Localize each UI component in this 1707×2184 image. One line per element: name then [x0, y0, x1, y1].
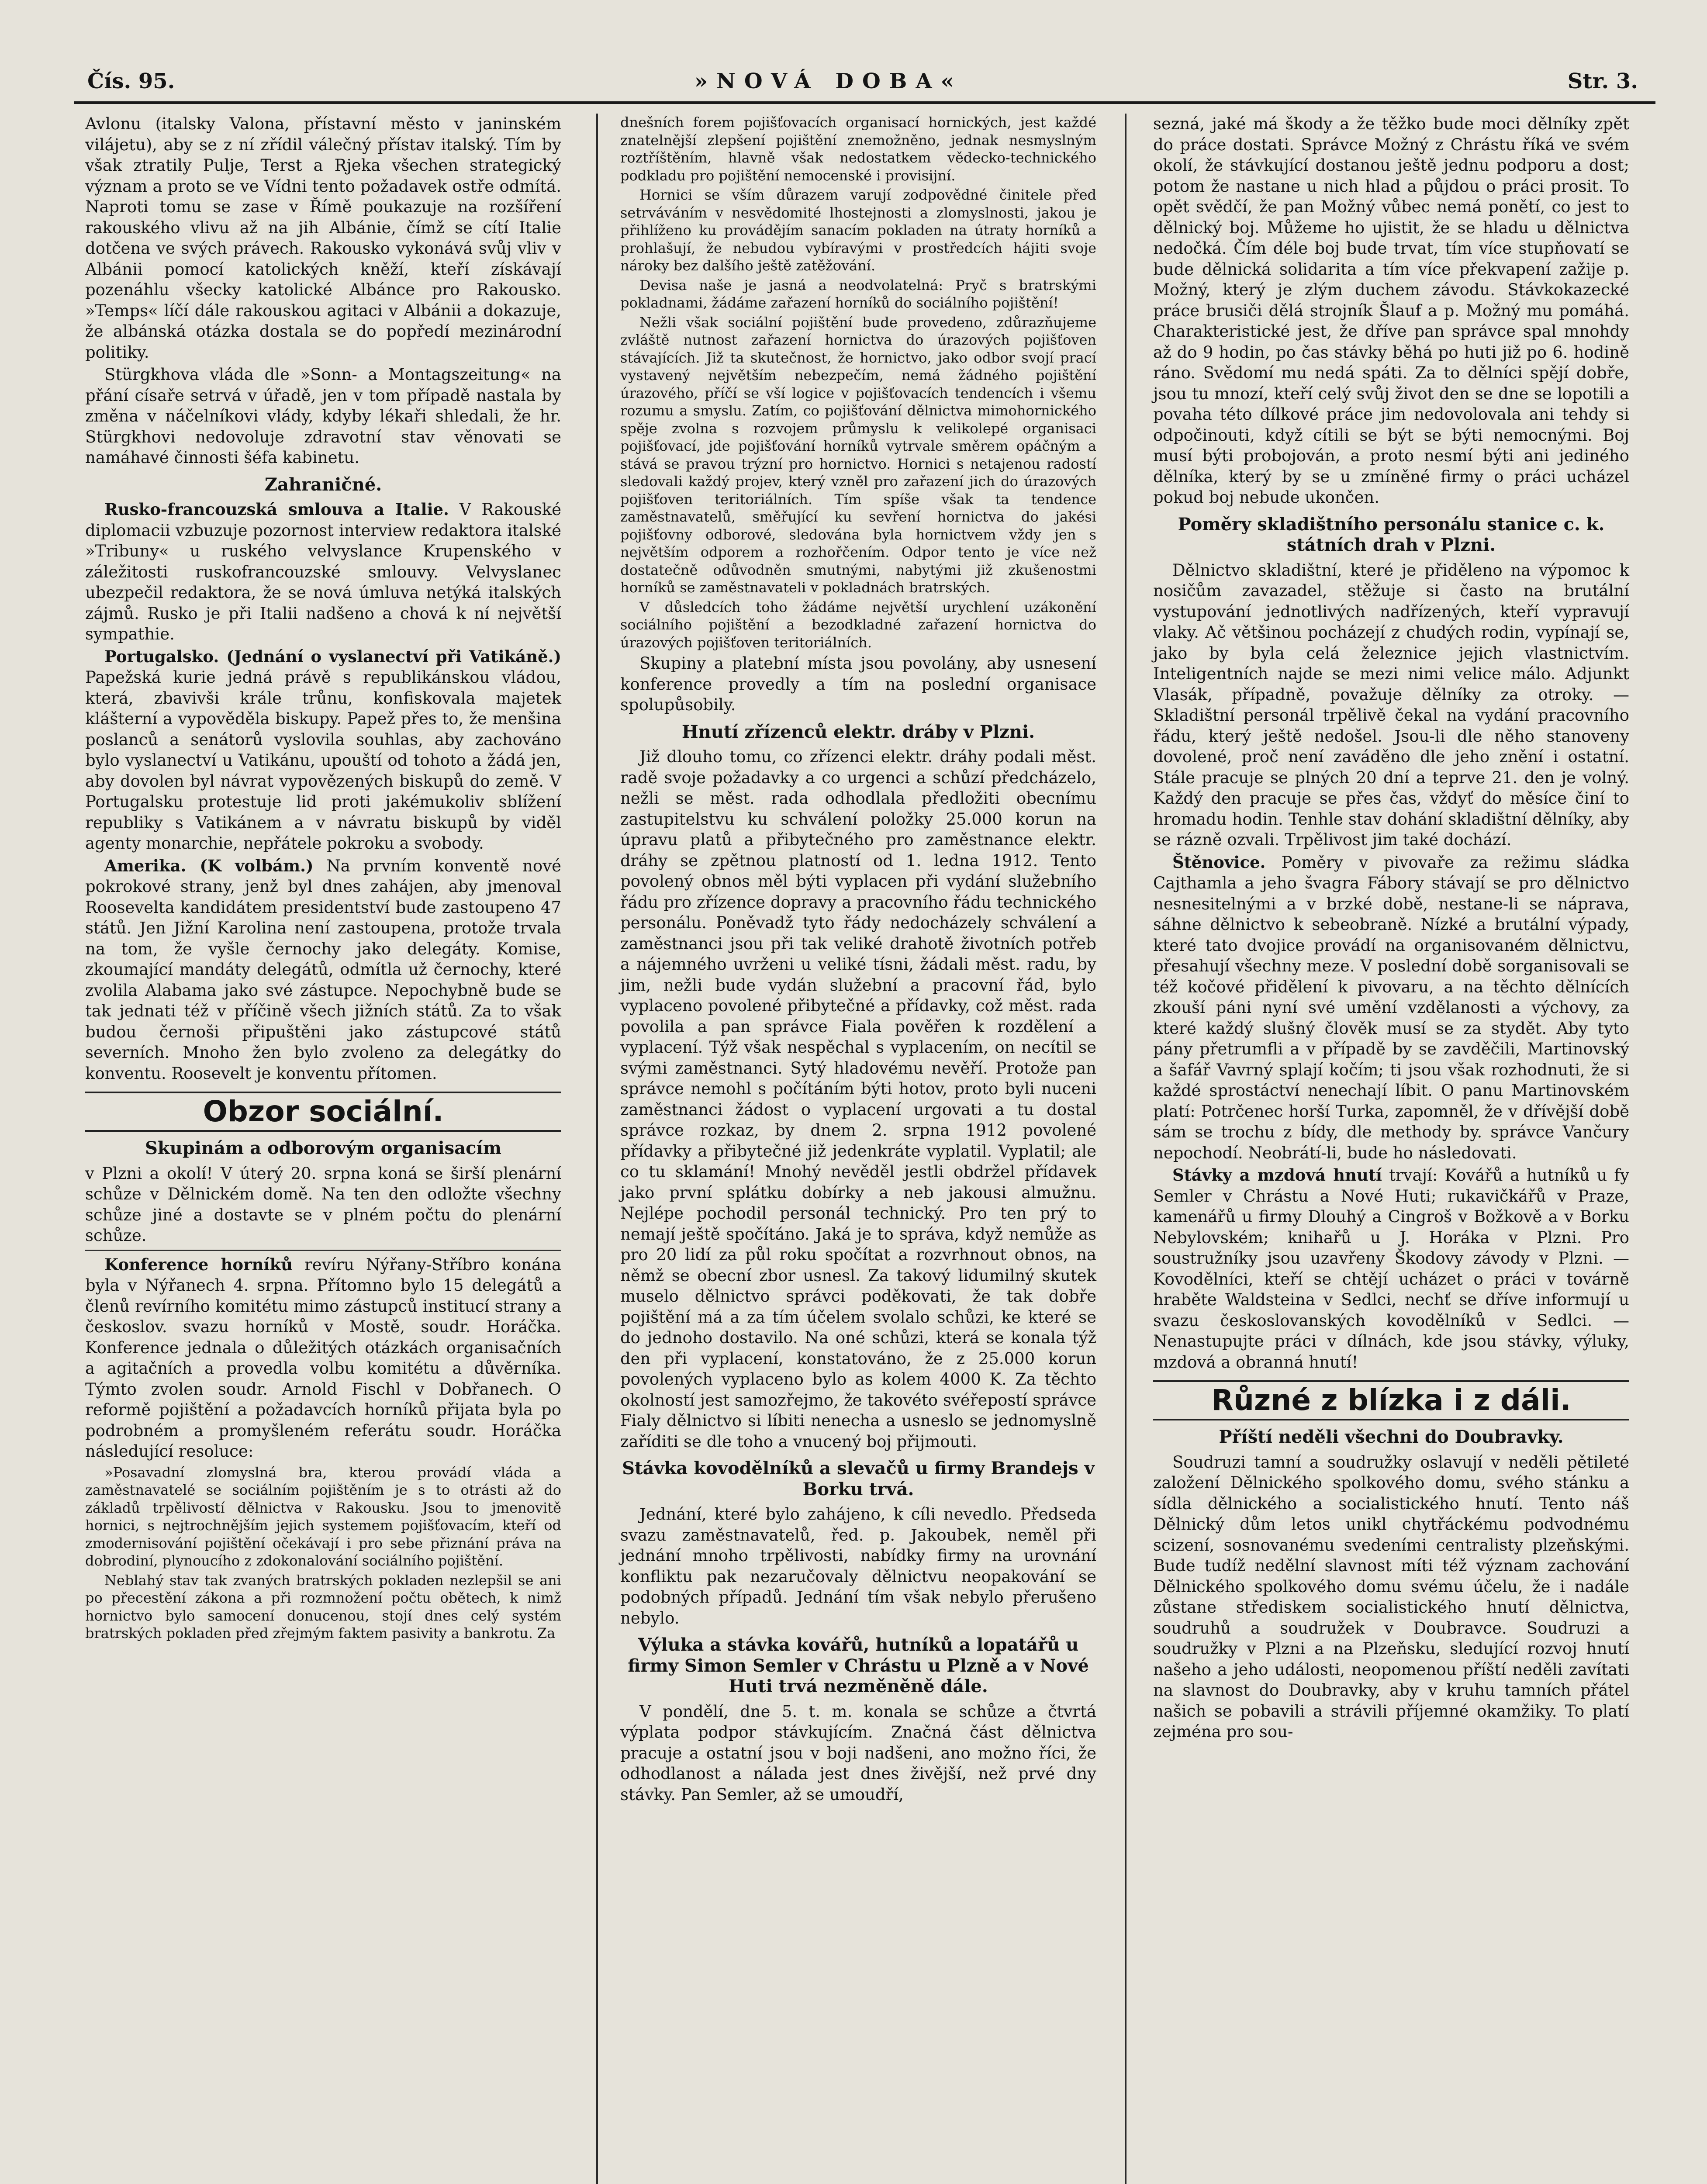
article-heading-lockout: Výluka a stávka kovářů, hutníků a lopatářů u firmy Simon Semler v Chrástu u Plzně a v Nové Huti trvá nezměněně dále. — [628, 1635, 1089, 1697]
article-paragraph — [85, 856, 561, 1084]
resolution-paragraph: Devisa naše je jasná a neodvolatelná: Pryč s bratrskými pokladnami, žádáme zařazení horníků do sociálního pojištění! — [620, 276, 1096, 311]
resolution-paragraph: V důsledcích toho žádáme největší urychlení uzákonění sociálního pojištění a bezodkladné zařazení hornictva do úrazových pojišťoven teritoriálních. — [620, 598, 1096, 651]
article-paragraph: Avlonu (italsky Valona, přístavní město v janinském vilájetu), aby se z ní zřídil válečný přístav italský. Tím by však ztratily Pulje, Terst a Rjeka všechen strategický význam a proto se ve Vídni tento požadavek ostře odmítá. Naproti tomu se zase v Římě poukazuje na rozšíření rakouského vlivu až na jih Albánie, čímž se cítí Italie dotčena ve svých právech. Rakousko vykonává svůj vliv v Albánii pomocí katolických kněží, kteří získávají pozenáhlu všecky katolické Albánce pro Rakousko. »Temps« líčí dále rakouskou agitaci v Albánii a dokazuje, že albánská otázka dostala se do popředí mezinárodní politiky. — [85, 114, 561, 362]
resolution-paragraph: »Posavadní zlomyslná bra, kterou provádí vláda a zaměstnavatelé se sociálním pojištěním je s to otrásti až do základů trpělivostí dělnictva v Rakousku. Jsou to jmenovitě hornici, s nejtrochnějším jejich systemem pojišťovacím, kteří od zmodernisování pojištění očekávají i pro sebe přiznání práva na dobrodiní, plynoucího z zdokonalování sociálního pojištění. — [85, 1464, 561, 1569]
column-rule — [596, 114, 598, 2184]
paragraph-text: Na prvním konventě nové pokrokové strany, jenž byl dnes zahájen, aby jmenoval Roosevelta kandidátem presidentství bude zastoupeno 47 států. Jen Jižní Karolina není zastoupena, protože trvala na tom, že vyšle černochy jako delegáty. Komise, zkoumající mandáty delegátů, odmítla už černochy, které zvolila Alabama jako své zástupce. Nepochybně bude se tak jednati též v příčině všech jižních států. Za to však budou černoši připuštěni jako zástupcové států severních. Mnoho žen bylo zvoleno za delegátky do konventu. Roosevelt je konventu přítomen. — [85, 856, 561, 1083]
section-heading-various: Různé z blízka i z dáli. — [1153, 1380, 1629, 1420]
article-heading: Rusko-francouzská smlouva a Italie. — [104, 500, 449, 519]
article-heading-tram: Hnutí zřízenců elektr. dráby v Plzni. — [681, 721, 1035, 742]
article-paragraph — [85, 499, 561, 645]
resolution-paragraph: Neblahý stav tak zvaných bratrských pokladen nezlepšil se ani po přecestění zákona a při rozmnožení počtu obětech, k nimž hornictvo bylo samocení donucenou, stojí dnes celý systém bratrských pokladen před zřejmým faktem pasivity a bankrotu. Za — [85, 1572, 561, 1641]
paragraph-text: trvají: Kovářů a hutníků u fy Semler v Chrástu a Nové Huti; rukavičkářů v Praze, kamenářů u firmy Dlouhý a Cingroš v Božkově a v Borku Nebylovském; knihařů u J. Horáka v Plzni. Pro soustružníky jsou uzavřeny Škodovy závody v Plzni. — Kovodělníci, kteří se chtějí ucházet o práci v továrně hraběte Waldsteina v Sedlci, nechť se dříve informují u svazu českoslovanských kovodělníků v Sedlci. — Nenastupujte práci v dílnách, kde jsou stávky, výluky, mzdová a obranná hnutí! — [1153, 1166, 1629, 1372]
section-heading-abroad: Zahraničné. — [264, 474, 382, 495]
article-paragraph: Skupiny a platební místa jsou povolány, aby usnesení konference provedly a tím na poslední organisace spolupůsobily. — [620, 654, 1096, 714]
issue-number: Čís. 95. — [87, 69, 175, 93]
header-rule — [74, 101, 1655, 104]
page-number: Str. 3. — [1567, 69, 1638, 93]
article-paragraph: V pondělí, dne 5. t. m. konala se schůze a čtvrtá výplata podpor stávkujícím. Značná část dělnictva pracuje a ostatní jsou v boji nadšeni, ano možno říci, že odhodlanost a nálada jest dnes živější, než prvé dny stávky. Pan Semler, až se umoudří, — [620, 1702, 1096, 1804]
notice-paragraph: v Plzni a okolí! V úterý 20. srpna koná se širší plenární schůze v Dělnickém domě. Na ten den odložte všechny schůze jiné a dostavte se v plném počtu do plenární schůze. — [85, 1164, 561, 1245]
article-paragraph: Soudruzi tamní a soudružky oslavují v neděli pětileté založení Dělnického spolkového domu, svého stánku a sídla dělnického a socialistického hnutí. Tento náš Dělnický dům letos unikl chytřáckému podvodnému scizení, sosnovanému svedeními centralisty plzeňskými. Bude tudíž nedělní slavnost míti též význam zachování Dělnického spolkového domu svému účelu, že i nadále zůstane střediskem socialistického hnutí dělnictva, soudruhů a soudružek v Doubravce. Soudruzi a soudružky v Plzni a na Plzeňsku, sledující rozvoj hnutí našeho a jeho události, neopomenou příští neděli zavítati na slavnost do Doubravky, aby v kruhu tamních přátel našich se pobavili a strávili příjemné okamžiky. To platí zejména pro sou- — [1153, 1452, 1629, 1741]
article-heading: Štěnovice. — [1172, 852, 1266, 872]
article-paragraph — [85, 1254, 561, 1462]
column-1 — [85, 114, 561, 1644]
resolution-paragraph: Nežli však sociální pojištění bude provedeno, zdůrazňujeme zvláště nutnost zařazení hornictva do úrazových pojišťoven stávajících. Již ta skutečnost, že hornictvo, jako odbor svojí prací vystavený největším nebezpečím, nemá žádného pojištění úrazového, příčí se vší logice v pojišťovacích tendencích i všemu rozumu a smyslu. Zatím, co pojišťování dělnictva mimohornického spěje zvolna s rozvojem průmyslu k velikolepé organisaci pojišťovací, jde pojišťování horníků vytrvale směrem opáčným a stává se pravou trýzní pro hornictvo. Hornici s netajenou radostí sledovali každý projev, který vzněl pro zařazení jich do úrazových pojišťoven teritoriálních. Tím spíše však ta tendence zaměstnavatelů, směřující ku sevření hornictva do jakési pojišťovny odborové, sledována byla hornictvem vždy jen s největším odporem a rozhořčením. Odpor tento je více než dostatečně odůvodněn smutnými, nabytými již zkušenostmi horníků se zaměstnavateli v pokladnách bratrských. — [620, 314, 1096, 596]
separator — [85, 1250, 561, 1251]
article-heading: Portugalsko. (Jednání o vyslanectví při Vatikáně.) — [104, 646, 561, 666]
article-paragraph: Již dlouho tomu, co zřízenci elektr. dráhy podali měst. radě svoje požadavky a co urgenci a schůzí předcházelo, nežli se měst. rada odhodlala předložiti obecnímu zastupitelstvu ku schválení položky 25.000 korun na úpravu platů a přibytečného pro zaměstnance elektr. dráhy se zpětnou platností od 1. ledna 1912. Tento povolený obnos měl býti vyplacen při vydání služebního řádu pro zřízence dopravy a pracovního řádu technického personálu. Poněvadž tyto řády nedocházely schválení a zaměstnanci jsou při tak veliké drahotě životních potřeb a nájemného uvrženi u veliké tísni, žádali měst. radu, by jim, nežli bude vydán služební a pracovní řád, bylo vyplaceno povolené přibytečné a přídavky, což měst. rada povolila a pan správce Fiala pověřen k rozdělení a vyplacení. Týž však nespěchal s vyplacením, on necítil se svými zaměstnanci. Sytý hladovému nevěří. Protože pan správce nemohl s počítáním býti hotov, proto byli nuceni zaměstnanci žádost o vyplacení urgovati a tu dostal správce rozkaz, by dnem 2. srpna 1912 povolené přídavky a přibytečné již jedenkráte vyplatil. Vyplatil; ale co tu sklamání! Mnohý nevěděl jestli obdržel přídavek jako první splátku dobírky a neb jakousi almužnu. Nejlépe pochodil personál technický. Pro ten prý to nemají ještě spočítáno. Jaká je to správa, když nemůže as pro 20 lidí za půl roku spočítat a rozvrhnout obnos, na němž se obecní zbor usnesl. Za takový lidumilný skutek muselo dělnictvo správci poděkovati, že tak dobře pojištění má a za tím účelem svolalo schůzi, ke které se do jednoho dostavilo. Na oné schůzi, která se konala týž den při vyplacení, konstatováno, že z 25.000 korun povolených vyplaceno bylo as kolem 4000 K. Za těchto okolností jest samozřejmo, že takovéto svéřepostí správce Fialy dělnictvo si líbiti nenecha a usneslo se jednomyslně zaříditi se dle toho a vnucený boj přijmouti. — [620, 747, 1096, 1451]
page-header — [74, 66, 1655, 105]
article-heading-staff: Poměry skladištního personálu stanice c. k. státních drah v Plzni. — [1178, 514, 1605, 555]
column-2 — [620, 114, 1096, 1807]
newspaper-title: »NOVÁ DOBA« — [695, 69, 963, 93]
newspaper-page — [74, 66, 1655, 2184]
article-heading: Amerika. (K volbám.) — [104, 856, 314, 875]
article-paragraph: Dělnictvo skladištní, které je přiděleno na výpomoc k nosičům zavazadel, stěžuje si často na brutální vystupování jednotlivých nadřízených, kteří vypravují vlaky. Ač většinou pocházejí z chudých rodin, vypínají se, jako by byla celá železnice jejich vlastnictvím. Inteligentních najde se mezi nimi velice málo. Adjunkt Vlasák, případně, považuje dělníky za otroky. — Skladištní personál trpělivě čekal na vydání pracovního řádu, který ještě nedošel. Jsou-li dle něho stanoveny dovolené, proč není zaváděno dle jeho znění i ostatní. Stále pracuje se plných 20 dní a teprve 21. den je volný. Každý den pracuje se přes čas, vždyť do měsíce činí to hromadu hodin. Tenhle stav dohání skladištní dělníky, aby se rázně ozvali. Trpělivost jim také dochází. — [1153, 560, 1629, 849]
section-heading-social: Obzor sociální. — [85, 1092, 561, 1132]
article-paragraph: Jednání, které bylo zahájeno, k cíli nevedlo. Předseda svazu zaměstnavatelů, řed. p. Jakoubek, neměl při jednání mnoho trpělivosti, nabídky firmy na urovnání konfliktu pak nezaručovaly dělnictvu neopakování se podobných případů. Jednání tím však nebylo přerušeno nebylo. — [620, 1505, 1096, 1628]
article-paragraph — [1153, 1165, 1629, 1372]
article-paragraph — [1153, 852, 1629, 1164]
column-3 — [1153, 114, 1629, 1744]
paragraph-text: Papežská kurie jedná právě s republikánskou vládou, která, zbavivši krále trůnu, konfiskovala majetek klášterní a vypověděla biskupy. Papež přes to, že menšina poslanců a senátorů vyslovila souhlas, aby zachováno bylo vyslanectví u Vatikánu, upouští od tohoto a žádá jen, aby dovolen byl návrat vypovězených biskupů do země. V Portugalsku protestuje lid proti jakémukoliv sblížení republiky s Vatikánem a v návratu biskupů by viděl agenty monarchie, nepřátele pokroku a svobody. — [85, 668, 561, 853]
article-heading-strike: Stávka kovodělníků a slevačů u firmy Brandejs v Borku trvá. — [622, 1458, 1095, 1500]
article-heading: Stávky a mzdová hnutí — [1172, 1165, 1382, 1185]
article-paragraph — [85, 364, 561, 468]
resolution-paragraph: dnešních forem pojišťovacích organisací hornických, jest každé znatelnější zlepšení pojištění znemožněno, jednak nesmyslným roztříštěním, hlavně však nedostatkem vědecko-technického podkladu pro pojištění nemocenské i provisijní. — [620, 114, 1096, 184]
paragraph-text: Stürgkhova vláda dle »Sonn- a Montagszeitung« na přání císaře setrvá v úřadě, jen v tom případě nastala by změna v náčelníkovi vlády, kdyby lékaři shledali, že hr. Stürgkhovi nedovoluje zdravotní stav věnovati se namáhavé činnosti šéfa kabinetu. — [85, 365, 561, 467]
article-paragraph: sezná, jaké má škody a že těžko bude moci dělníky zpět do práce dostati. Správce Možný z Chrástu říká ve svém okolí, že stávkující dostanou ještě jednu podporu a dost; potom že nastane u nich hlad a půjdou o práci prosit. To opět svědčí, že pan Možný vůbec nemá ponětí, co jest to dělnický boj. Můžeme ho ujistit, že se hladu u dělnictva nedočká. Čím déle boj bude trvat, tím více stupňovatí se bude dělnická solidarita a tím více překvapení zažije p. Možný, který je zlým duchem závodu. Stávkokazecké práce brusiči dělá strojník Šlauf a p. Možný mu pomáhá. Charakteristické jest, že dříve pan správce spal mnohdy až do 9 hodin, po čas stávky běhá po huti již po 6. hodině ráno. Svědomí mu nedá spáti. Za to dělníci spějí dobře, jsou tu mnozí, kteří celý svůj život den se dne se lopotili a povaha této dílkové práce jim nedovolovala ani tehdy si odpočinouti, když cítili se být se býti nemocnými. Boj musí býti probojován, a proto nesmí býti ani jediného dělníka, který by se u zmíněné firmy o práci ucházel pokud boj nebude ukončen. — [1153, 114, 1629, 507]
paragraph-text: Poměry v pivovaře za režimu sládka Cajthamla a jeho švagra Fábory stávají se pro dělnictvo nesnesitelnými a v brzké době, nestane-li se náprava, sáhne dělnictvo k sebeobraně. Nízké a brutální výpady, které tato dvojice provádí na organisovaném dělnictvu, přesahují všechny meze. V poslední době sorganisovali se též kočové přidělení k pivovaru, a na těchto dělnících zkouší páni nyní své umění vzdělanosti a výchovy, za které každý slušný člověk musí se za stydět. Aby tyto pány přetrumfli a v případě by se zavděčili, Martinovský a šafář Vavrný splají kočím; ti jsou však rozhodnuti, že si každé sprostáctví nenechají líbit. O panu Martinovském platí: Potrčenec horší Turka, zapomněl, že v dřívější době sám se trochu z bídy, dle methody by. správce Vančury nepochodí. Neobrátí-li, bude ho následovati. — [1153, 853, 1629, 1162]
resolution-paragraph: Hornici se vším důrazem varují zodpovědné činitele před setrváváním v nesvědomité lhostejnosti a zlomyslnosti, jakou je přihlíženo ku provádějím sanacím pokladen na útraty horníků a prohlašují, že nebudou vybíravými v prostředcích hájiti svoje nároky bez dalšího ještě zatěžování. — [620, 187, 1096, 274]
article-heading-doubravka: Příští neděli všechni do Doubravky. — [1219, 1427, 1564, 1447]
column-rule — [1125, 114, 1126, 2184]
paragraph-text: revíru Nýřany-Stříbro konána byla v Nýřanech 4. srpna. Přítomno bylo 15 delegátů a členů revírního komitétu mimo zástupců institucí strany a českoslov. svazu horníků v Mostě, soudr. Horáčka. Konference jednala o důležitých otázkách organisačních a agitačních a provedla volbu komitétu a důvěrníka. Týmto zvolen soudr. Arnold Fischl v Dobřanech. O reformě pojištění a požadavcích horníků přijata byla po podrobném a promyšleném referátu soudr. Horáčka následující resoluce: — [85, 1255, 561, 1461]
article-heading: Konference horníků — [104, 1254, 293, 1274]
notice-heading: Skupinám a odborovým organisacím — [145, 1138, 501, 1158]
paragraph-text: V Rakouské diplomacii vzbuzuje pozornost interview redaktora italské »Tribuny« u ruského velvyslance Krupenského v záležitosti ruskofrancouzské smlouvy. Velvyslanec ubezpečil redaktora, že se nová úmluva netýká italských zájmů. Rusko je při Italii nadšeno a chová k ní největší sympathie. — [85, 500, 561, 643]
article-paragraph — [85, 646, 561, 854]
